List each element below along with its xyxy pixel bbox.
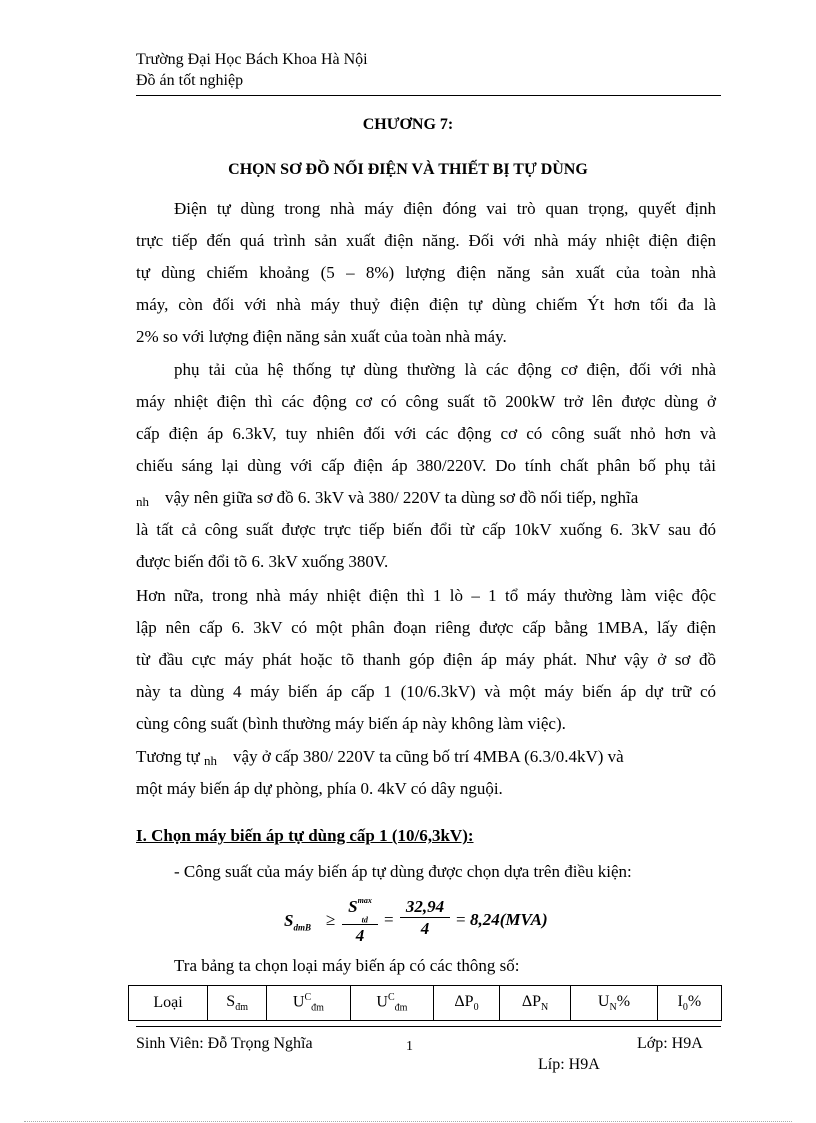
p3-line-5: cùng công suất (bình thường máy biến áp này không làm việc).: [136, 714, 566, 733]
section-condition: - Công suất của máy biến áp tự dùng được chọn dựa trên điều kiện:: [174, 862, 632, 881]
footer-rule: [136, 1026, 721, 1027]
p2-line-3: cấp điện áp 6.3kV, tuy nhiên đối với các động cơ có công suất nhỏ hơn và: [136, 424, 716, 443]
col-s-rated: $S_{đm}$: [208, 986, 267, 1021]
footer-page-number: 1: [406, 1039, 413, 1054]
chapter-number: CHƯƠNG 7:: [362, 116, 454, 133]
p3-line-4: này ta dùng 4 máy biến áp cấp 1 (10/6.3kV) và một máy biến áp dự trữ có: [136, 682, 716, 701]
p1-line-5: 2% so với lượng điện năng sản xuất của toàn nhà máy.: [136, 327, 507, 346]
col-un-percent: $U_N\%$: [571, 986, 657, 1021]
footer-class: Lớp: H9A: [637, 1035, 703, 1052]
table-header-row: [129, 986, 722, 1021]
col-delta-pn: $\Delta P_N$: [499, 986, 570, 1021]
header-rule: [136, 95, 721, 96]
footer-student: Sinh Viên: Đỗ Trọng Nghĩa: [136, 1035, 313, 1052]
p1-line-1: Điện tự dùng trong nhà máy điện đóng vai trò quan trọng, quyết định: [174, 199, 716, 218]
p2-line-4: chiếu sáng lại dùng với cấp điện áp 380/220V. Do tính chất phân bố phụ tải: [136, 456, 716, 475]
col-u-rated-1: $U^C_{đm}$: [267, 986, 350, 1021]
transformer-spec-table: [128, 985, 722, 1021]
formula-lhs: $S_{dmB}$: [284, 911, 311, 933]
p2-nh-fragment: nh: [136, 494, 149, 509]
paragraph-1: [136, 193, 716, 353]
formula-geq: ≥: [326, 910, 336, 929]
p2-line-5-text: vậy nên giữa sơ đồ 6. 3kV và 380/ 220V ta dùng sơ đồ nối tiếp, nghĩa: [165, 488, 639, 507]
p4-nh-fragment: nh: [204, 753, 218, 768]
chapter-title: CHỌN SƠ ĐỒ NỐI ĐIỆN VÀ THIẾT BỊ TỰ DÙNG: [228, 161, 588, 178]
p2-line-1: phụ tải của hệ thống tự dùng thường là các động cơ điện, đối với nhà: [174, 360, 716, 379]
p2-line-7: được biến đổi tõ 6. 3kV xuống 380V.: [136, 552, 389, 571]
paragraph-2: [136, 354, 716, 578]
formula-fraction-2: 32,94 4: [400, 897, 450, 940]
table-intro: Tra bảng ta chọn loại máy biến áp có các thông số:: [174, 956, 520, 975]
p4-line-1-rest: vậy ở cấp 380/ 220V ta cũng bố trí 4MBA (6.3/0.4kV) và: [233, 747, 624, 766]
col-type: Loại: [129, 986, 208, 1021]
p3-line-3: từ đầu cực máy phát hoặc tõ thanh góp điện áp máy phát. Như vậy ở sơ đồ: [136, 650, 716, 669]
col-i0-percent: $I_0\%$: [657, 986, 721, 1021]
p3-line-2: lập nên cấp 6. 3kV có một phân đoạn riêng được cấp bằng 1MBA, lấy điện: [136, 618, 716, 637]
p1-line-3: tự dùng chiếm khoảng (5 – 8%) lượng điện năng sản xuất của toàn nhà: [136, 263, 716, 282]
header-project: Đồ án tốt nghiệp: [136, 72, 244, 89]
p3-line-1: Hơn nữa, trong nhà máy nhiệt điện thì 1 lò – 1 tổ máy thường làm việc độc: [136, 586, 716, 605]
page-bottom-dotted-line: [24, 1121, 792, 1122]
formula: [284, 896, 554, 946]
paragraph-4: [136, 741, 716, 805]
p2-line-5: [136, 482, 716, 514]
p4-line-1-start: Tương tự: [136, 747, 200, 766]
p1-line-4: máy, còn đối với nhà máy thuỷ điện điện tự dùng chiếm Ýt hơn tối đa là: [136, 295, 716, 314]
formula-equals-2: =: [456, 910, 466, 929]
p2-line-2: máy nhiệt điện thì các động cơ có công suất tõ 200kW trở lên được dùng ở: [136, 392, 716, 411]
p4-line-1: [136, 741, 716, 773]
p2-line-6: là tất cả công suất được trực tiếp biến đổi từ cấp 10kV xuống 6. 3kV sau đó: [136, 520, 716, 539]
col-u-rated-2: $U^C_{đm}$: [350, 986, 433, 1021]
header-school: Trường Đại Học Bách Khoa Hà Nội: [136, 51, 368, 68]
footer-class-duplicate: Líp: H9A: [538, 1056, 600, 1073]
paragraph-3: [136, 580, 716, 740]
p4-line-2: một máy biến áp dự phòng, phía 0. 4kV có dây nguội.: [136, 779, 503, 798]
formula-result: 8,24(MVA): [470, 910, 548, 929]
p1-line-2: trực tiếp đến quá trình sản xuất điện năng. Đối với nhà máy nhiệt điện điện: [136, 231, 716, 250]
col-delta-p0: $\Delta P_0$: [434, 986, 500, 1021]
formula-fraction-1: $S^{max}$ $_{td}$ 4: [342, 897, 378, 947]
formula-equals-1: =: [384, 910, 394, 929]
section-heading: I. Chọn máy biến áp tự dùng cấp 1 (10/6,3kV):: [136, 826, 474, 845]
